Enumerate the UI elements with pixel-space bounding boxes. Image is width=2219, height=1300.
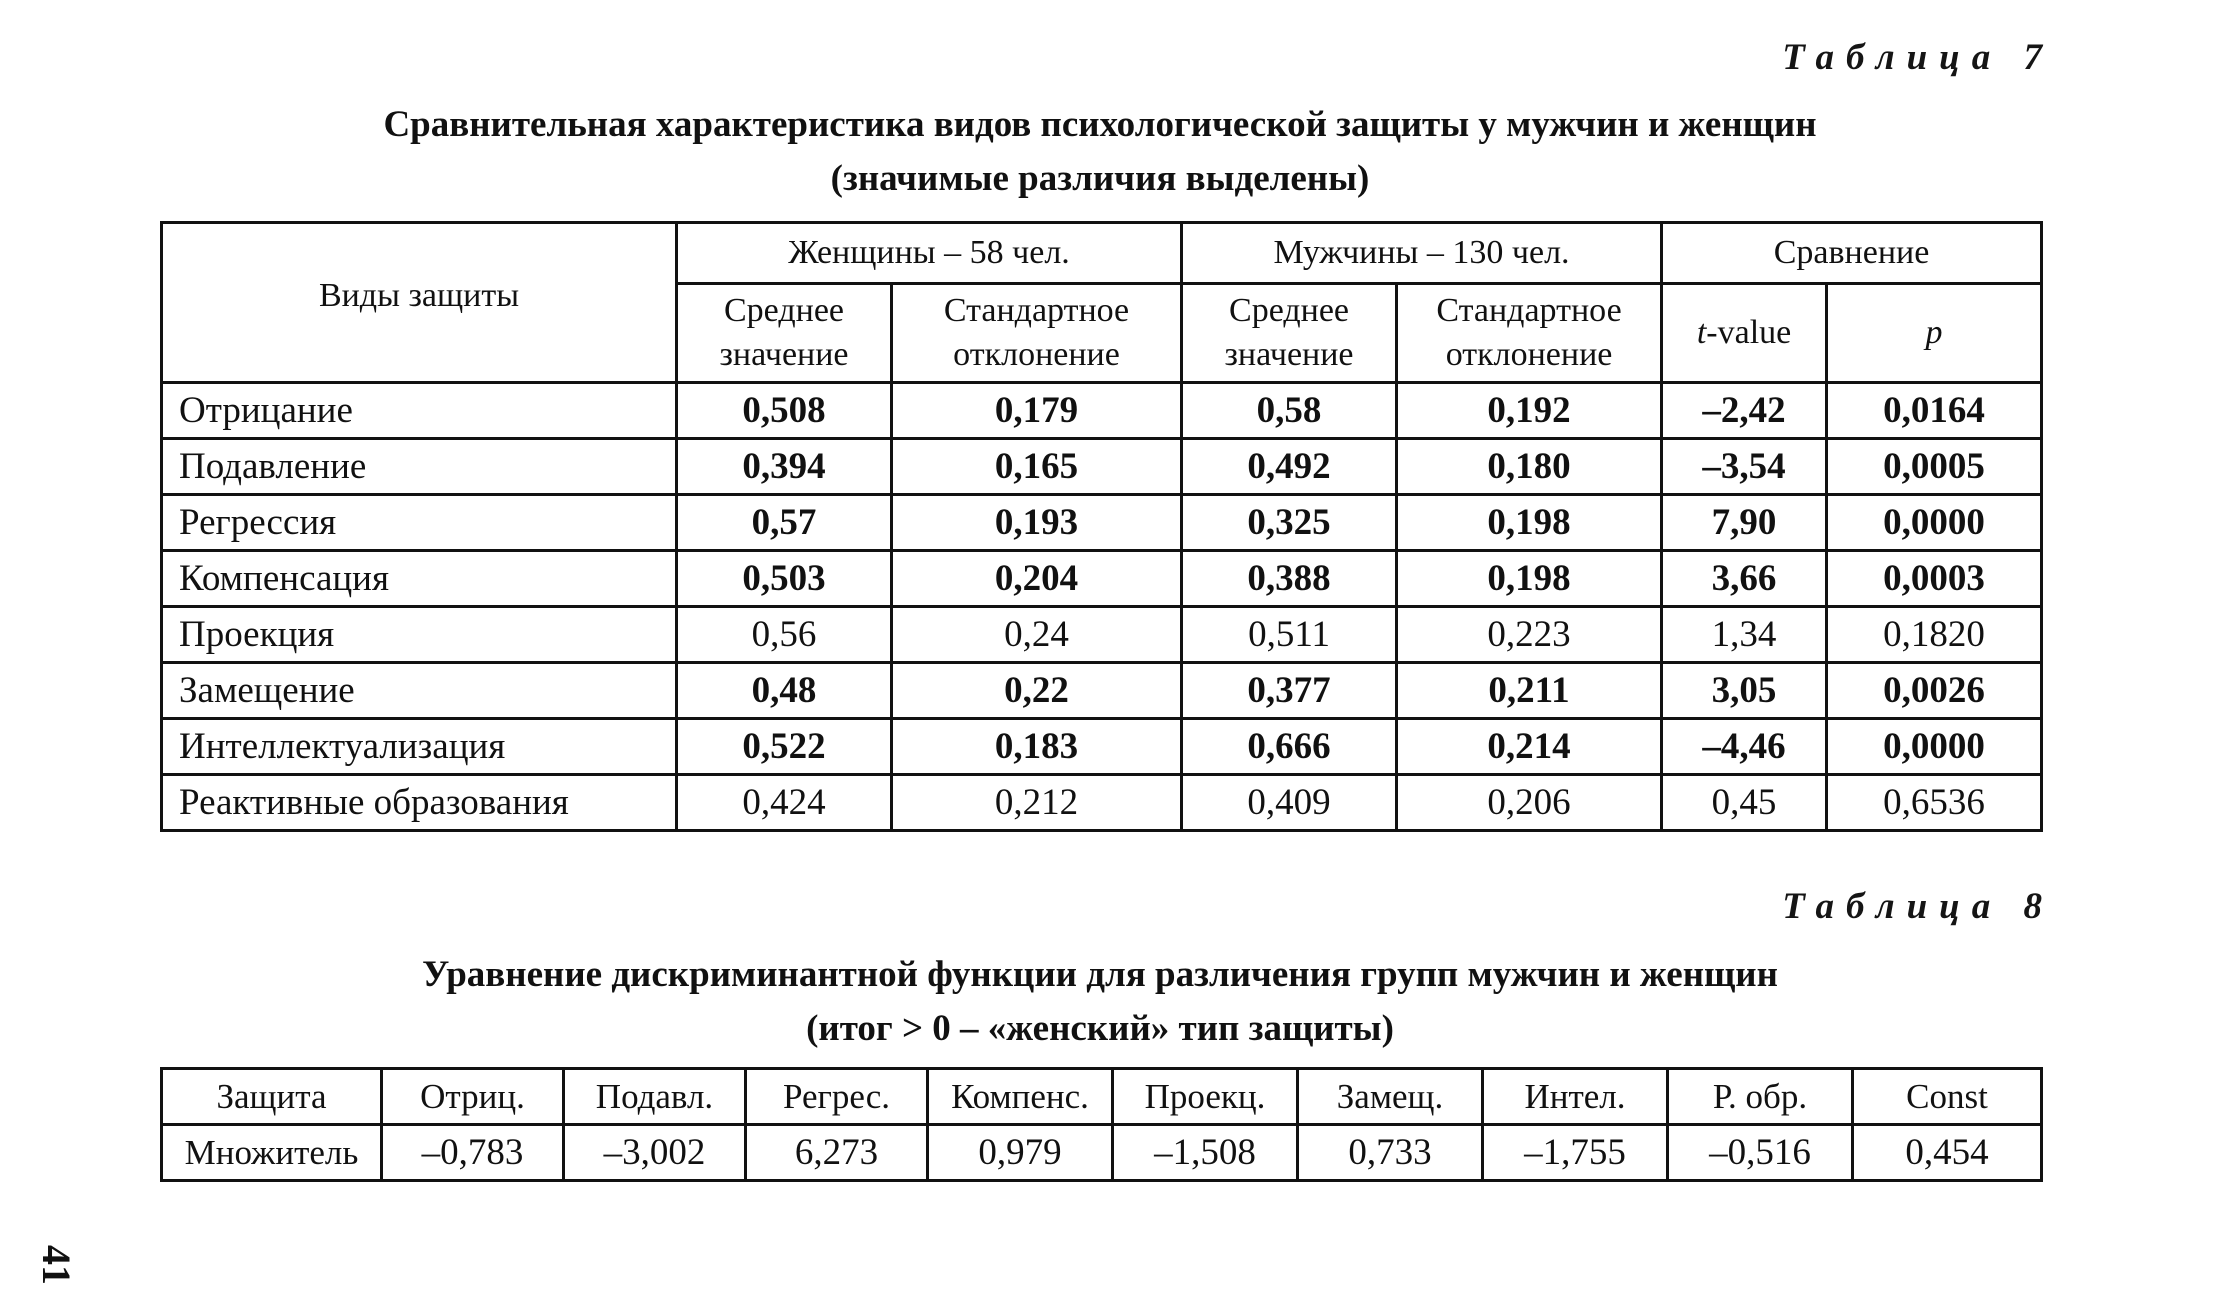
table7-title: Сравнительная характеристика видов психологической защиты у мужчин и женщин xyxy=(383,104,1817,145)
table7-caption xyxy=(160,98,2040,206)
t-value-cell: 7,90 xyxy=(1662,495,1827,551)
men-mean-cell: 0,388 xyxy=(1182,551,1397,607)
table-row xyxy=(162,719,2042,775)
header-mean-line1: Среднее xyxy=(724,292,844,329)
value-cell: 0,733 xyxy=(1298,1125,1483,1181)
table-row xyxy=(162,495,2042,551)
t-value-cell: 0,45 xyxy=(1662,775,1827,831)
header-t-rest: -value xyxy=(1706,314,1792,351)
men-mean-cell: 0,409 xyxy=(1182,775,1397,831)
men-sd-cell: 0,214 xyxy=(1397,719,1662,775)
men-mean-cell: 0,58 xyxy=(1182,383,1397,439)
men-sd-cell: 0,198 xyxy=(1397,551,1662,607)
women-sd-cell: 0,24 xyxy=(892,607,1182,663)
value-cell: 6,273 xyxy=(746,1125,928,1181)
header-mean-line2: значение xyxy=(1224,336,1354,373)
header-women: Женщины – 58 чел. xyxy=(677,223,1182,284)
men-mean-cell: 0,492 xyxy=(1182,439,1397,495)
table8-subtitle: (итог > 0 – «женский» тип защиты) xyxy=(806,1008,1394,1049)
header-cell: Регрес. xyxy=(746,1069,928,1125)
women-mean-cell: 0,48 xyxy=(677,663,892,719)
t-value-cell: –3,54 xyxy=(1662,439,1827,495)
header-sd-line2: отклонение xyxy=(1445,336,1613,373)
table8-label: Таблица 8 xyxy=(1782,886,2054,927)
header-men: Мужчины – 130 чел. xyxy=(1182,223,1662,284)
p-value-cell: 0,0164 xyxy=(1827,383,2042,439)
women-mean-cell: 0,57 xyxy=(677,495,892,551)
value-cell: 0,979 xyxy=(928,1125,1113,1181)
t-value-cell: –4,46 xyxy=(1662,719,1827,775)
women-mean-cell: 0,503 xyxy=(677,551,892,607)
p-value-cell: 0,0000 xyxy=(1827,495,2042,551)
value-cell: –1,508 xyxy=(1113,1125,1298,1181)
t-value-cell: –2,42 xyxy=(1662,383,1827,439)
p-value-cell: 0,6536 xyxy=(1827,775,2042,831)
header-women-mean xyxy=(677,284,892,383)
header-t-letter: t xyxy=(1696,314,1707,351)
table8-header-row xyxy=(162,1069,2042,1125)
page-number: 41 xyxy=(34,1245,79,1285)
men-mean-cell: 0,511 xyxy=(1182,607,1397,663)
header-mean-line2: значение xyxy=(719,336,849,373)
women-sd-cell: 0,22 xyxy=(892,663,1182,719)
table7 xyxy=(160,221,2043,832)
women-sd-cell: 0,183 xyxy=(892,719,1182,775)
header-comparison: Сравнение xyxy=(1662,223,2042,284)
men-sd-cell: 0,180 xyxy=(1397,439,1662,495)
men-mean-cell: 0,325 xyxy=(1182,495,1397,551)
women-mean-cell: 0,56 xyxy=(677,607,892,663)
women-mean-cell: 0,394 xyxy=(677,439,892,495)
p-value-cell: 0,1820 xyxy=(1827,607,2042,663)
p-value-cell: 0,0026 xyxy=(1827,663,2042,719)
header-cell: Защита xyxy=(162,1069,382,1125)
value-cell: 0,454 xyxy=(1853,1125,2042,1181)
header-cell: Отриц. xyxy=(382,1069,564,1125)
men-sd-cell: 0,211 xyxy=(1397,663,1662,719)
table-row xyxy=(162,607,2042,663)
table-row xyxy=(162,439,2042,495)
p-value-cell: 0,0003 xyxy=(1827,551,2042,607)
men-mean-cell: 0,377 xyxy=(1182,663,1397,719)
table-row xyxy=(162,663,2042,719)
header-sd-line2: отклонение xyxy=(953,336,1120,373)
women-mean-cell: 0,522 xyxy=(677,719,892,775)
table7-body xyxy=(162,383,2042,831)
women-mean-cell: 0,508 xyxy=(677,383,892,439)
t-value-cell: 1,34 xyxy=(1662,607,1827,663)
women-sd-cell: 0,179 xyxy=(892,383,1182,439)
header-men-sd xyxy=(1397,284,1662,383)
header-cell: Const xyxy=(1853,1069,2042,1125)
men-sd-cell: 0,192 xyxy=(1397,383,1662,439)
row-name: Реактивные образования xyxy=(162,775,677,831)
women-sd-cell: 0,165 xyxy=(892,439,1182,495)
table8-value-row xyxy=(162,1125,2042,1181)
p-value-cell: 0,0000 xyxy=(1827,719,2042,775)
t-value-cell: 3,05 xyxy=(1662,663,1827,719)
value-cell: –3,002 xyxy=(564,1125,746,1181)
t-value-cell: 3,66 xyxy=(1662,551,1827,607)
women-mean-cell: 0,424 xyxy=(677,775,892,831)
value-cell: –1,755 xyxy=(1483,1125,1668,1181)
table8 xyxy=(160,1067,2043,1182)
men-mean-cell: 0,666 xyxy=(1182,719,1397,775)
value-cell: –0,783 xyxy=(382,1125,564,1181)
p-value-cell: 0,0005 xyxy=(1827,439,2042,495)
table7-subtitle: (значимые различия выделены) xyxy=(830,158,1370,199)
header-men-mean xyxy=(1182,284,1397,383)
value-cell: –0,516 xyxy=(1668,1125,1853,1181)
header-sd-line1: Стандартное xyxy=(1436,292,1622,329)
row-name: Замещение xyxy=(162,663,677,719)
header-t-value xyxy=(1662,284,1827,383)
women-sd-cell: 0,193 xyxy=(892,495,1182,551)
header-cell: Компенс. xyxy=(928,1069,1113,1125)
header-sd-line1: Стандартное xyxy=(943,292,1130,329)
row-name: Интеллектуализация xyxy=(162,719,677,775)
value-cell: Множитель xyxy=(162,1125,382,1181)
row-name: Регрессия xyxy=(162,495,677,551)
women-sd-cell: 0,212 xyxy=(892,775,1182,831)
table8-caption xyxy=(160,948,2040,1056)
header-cell: Замещ. xyxy=(1298,1069,1483,1125)
header-women-sd xyxy=(892,284,1182,383)
row-name: Отрицание xyxy=(162,383,677,439)
header-cell: Интел. xyxy=(1483,1069,1668,1125)
header-cell: Подавл. xyxy=(564,1069,746,1125)
men-sd-cell: 0,206 xyxy=(1397,775,1662,831)
table8-title: Уравнение дискриминантной функции для различения групп мужчин и женщин xyxy=(422,954,1778,995)
men-sd-cell: 0,223 xyxy=(1397,607,1662,663)
table7-label: Таблица 7 xyxy=(1782,37,2054,78)
table-row xyxy=(162,383,2042,439)
women-sd-cell: 0,204 xyxy=(892,551,1182,607)
header-cell: Проекц. xyxy=(1113,1069,1298,1125)
row-name: Подавление xyxy=(162,439,677,495)
header-p: p xyxy=(1827,284,2042,383)
table-row xyxy=(162,551,2042,607)
men-sd-cell: 0,198 xyxy=(1397,495,1662,551)
row-name: Проекция xyxy=(162,607,677,663)
header-mean-line1: Среднее xyxy=(1229,292,1350,329)
table-row xyxy=(162,775,2042,831)
header-cell: Р. обр. xyxy=(1668,1069,1853,1125)
row-name: Компенсация xyxy=(162,551,677,607)
header-kinds: Виды защиты xyxy=(162,223,677,383)
